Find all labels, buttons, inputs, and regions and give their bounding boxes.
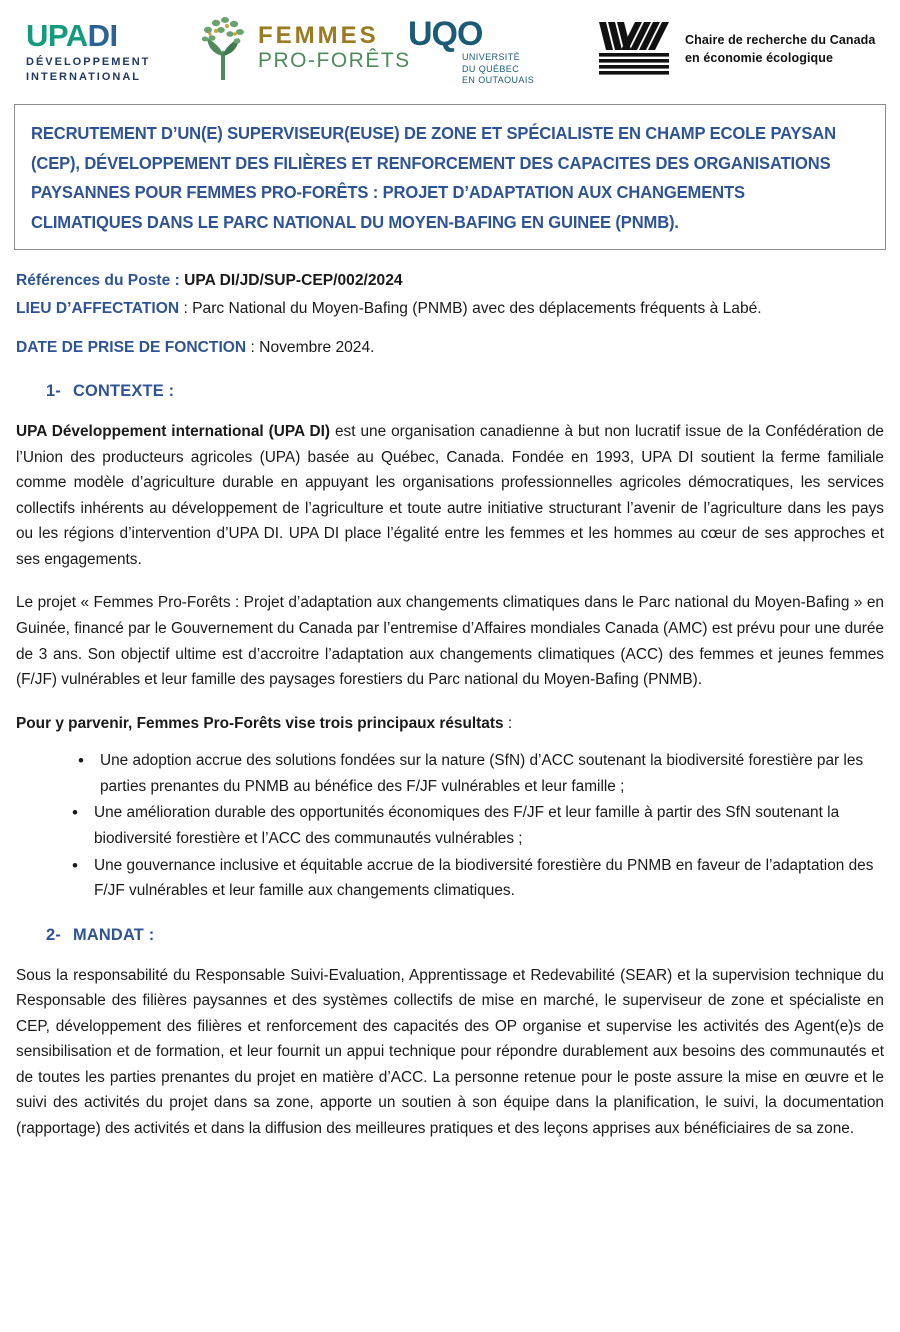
contexte-paragraph-1-lead: UPA Développement international (UPA DI) (16, 423, 331, 441)
chaire-recherche-canada-logo (583, 12, 875, 78)
tree-hands-icon (194, 14, 252, 80)
contexte-paragraph-2: Le projet « Femmes Pro-Forêts : Projet d’adaptation aux changements climatiques dans le Parc national du Moyen-Bafing » en Guinée, financé par le Gouvernement du Canada par l’entremise d’Affaires mondiales Canada (AMC) est prévu pour une durée de 3 ans. Son objectif ultime est d’accroitre l’adaptation aux changements climatiques (ACC) des femmes et jeunes femmes (F/JF) vulnérables et leur famille des paysages forestiers du Parc national du Moyen-Bafing (PNMB). (16, 594, 884, 689)
striped-field-icon (595, 20, 675, 78)
date-fonction-value: : Novembre 2024. (250, 338, 375, 356)
upa-di-tagline-line2: INTERNATIONAL (26, 70, 142, 83)
chaire-wordmark-line1: Chaire de recherche du Canada (685, 32, 876, 47)
results-intro (16, 711, 884, 737)
results-intro-bold: Pour y parvenir, Femmes Pro-Forêts vise trois principaux résultats (16, 714, 504, 732)
section-title-1: CONTEXTE : (72, 382, 175, 401)
reference-value: UPA DI/JD/SUP-CEP/002/2024 (184, 272, 403, 290)
list-item: • Une amélioration durable des opportunités économiques des F/JF et leur famille à partir des SfN soutenant la biodiversité forestière et l’ACC des communautés vulnérables ; (72, 800, 884, 851)
contexte-paragraph-1 (16, 419, 884, 572)
chaire-wordmark-line2: en économie écologique (685, 51, 834, 65)
femmes-wordmark (258, 21, 411, 72)
femmes-pro-forets-logo (194, 12, 411, 80)
upa-di-tagline-line1: DÉVELOPPEMENT (26, 56, 151, 68)
femmes-wordmark-bottom-post: RÊTS (348, 48, 411, 72)
femmes-wordmark-bottom (258, 50, 411, 71)
lieu-affectation-value: : Parc National du Moyen-Bafing (PNMB) avec des déplacements fréquents à Labé. (183, 299, 762, 317)
date-fonction-line (16, 335, 884, 360)
upa-di-tagline (26, 55, 194, 85)
venus-symbol-icon: O (330, 48, 349, 72)
chaire-wordmark (685, 31, 875, 67)
results-list (16, 748, 884, 903)
mandat-paragraph-1: Sous la responsabilité du Responsable Suivi-Evaluation, Apprentissage et Redevabilité (SEAR) et la supervision technique du Responsable des filières paysannes et des systèmes collectifs de mise en marché, le superviseur de zone et spécialiste en CEP, développement des filières et renforcement des capacités des OP organise et supervise les activités des Agent(e)s de sensibilisation et de formation, et leur fournit un appui technique pour répondre durablement aux besoins des communautés et de toutes les parties prenantes du projet en matière d’ACC. La personne retenue pour le poste assure la mise en œuvre et le suivi des activités du projet dans sa zone, apporte un soutien à son équipe dans la planification, le suivi, la documentation (rapportage) des activités et dans la diffusion des meilleures pratiques et des leçons apprises aux bénéficiaires de sa zone. (16, 966, 884, 1137)
list-item: • Une adoption accrue des solutions fondées sur la nature (SfN) d’ACC soutenant la biodiversité forestière par les parties prenantes du PNMB au bénéfice des F/JF vulnérables et leur famille ; (72, 748, 884, 799)
uqo-tagline-line2: DU QUÉBEC (462, 63, 520, 74)
reference-label: Références du Poste : (16, 272, 180, 290)
section-title-2: MANDAT : (72, 925, 155, 944)
upa-di-logo (26, 12, 194, 85)
upa-di-wordmark-di: DI (87, 18, 118, 53)
job-meta-block (16, 268, 884, 360)
section-heading-mandat (46, 926, 900, 945)
date-fonction-label: DATE DE PRISE DE FONCTION (16, 338, 247, 356)
partner-logo-bar (0, 0, 900, 92)
uqo-logo (394, 12, 583, 86)
reference-line (16, 268, 884, 293)
job-title-box (14, 104, 886, 250)
uqo-wordmark: UQO (408, 15, 483, 53)
uqo-tagline-line3: EN OUTAOUAIS (462, 74, 535, 85)
femmes-wordmark-bottom-pre: PRO-F (258, 48, 331, 72)
upa-di-wordmark (26, 20, 194, 51)
document-body-mandat (16, 963, 884, 1142)
document-body (16, 419, 884, 904)
lieu-affectation-line (16, 296, 884, 321)
section-heading-contexte (46, 382, 900, 401)
upa-di-wordmark-upa: UPA (26, 18, 88, 53)
uqo-tagline-line1: UNIVERSITÉ (462, 52, 521, 63)
section-number-1: 1- (46, 382, 61, 401)
uqo-tagline (462, 52, 583, 86)
femmes-wordmark-top: FEMMES (258, 21, 379, 49)
lieu-affectation-label: LIEU D’AFFECTATION (16, 299, 180, 317)
contexte-paragraph-1-rest: est une organisation canadienne à but non lucratif issue de la Confédération de l’Union des producteurs agricoles (UPA) basée au Québec, Canada. Fondée en 1993, UPA DI soutient la ferme familiale comme modèle d’agriculture durable en appuyant les organisations professionnelles agricoles démocratiques, les services collectifs inhérents au développement de l’agriculture et toute autre initiative structurant l’avenir de l’agriculture dans les pays ou les régions d’intervention d’UPA DI. UPA DI place l’égalité entre les femmes et les hommes au cœur de ses approches et ses engagements. (16, 423, 884, 568)
list-item: • Une gouvernance inclusive et équitable accrue de la biodiversité forestière du PNMB en faveur de l’adaptation des F/JF vulnérables et leur famille aux changements climatiques. (72, 853, 884, 904)
page-title: RECRUTEMENT D’UN(E) SUPERVISEUR(EUSE) DE ZONE ET SPÉCIALISTE EN CHAMP ECOLE PAYSAN (CEP), DÉVELOPPEMENT DES FILIÈRES ET RENFORCEMENT DES CAPACITES DES ORGANISATIONS PAYSANNES POUR FEMMES PRO-FORÊTS : PROJET D’ADAPTATION AUX CHANGEMENTS CLIMATIQUES DANS LE PARC NATIONAL DU MOYEN-BAFING EN GUINEE (PNMB). (31, 123, 836, 232)
section-number-2: 2- (46, 925, 61, 944)
results-intro-rest: : (503, 714, 513, 732)
